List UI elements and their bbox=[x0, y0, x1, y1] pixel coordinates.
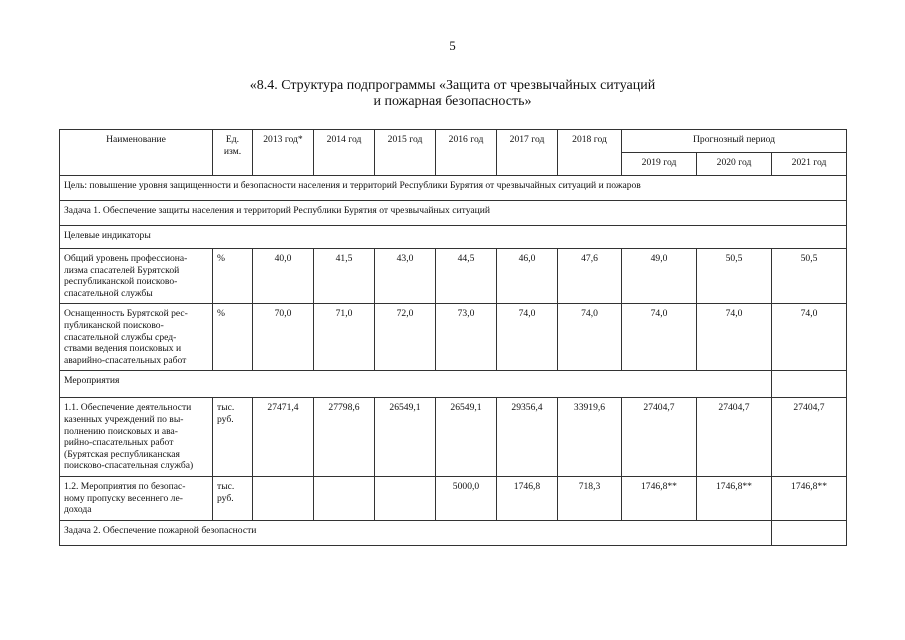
value-cell: 44,5 bbox=[436, 249, 497, 304]
value-cell: 26549,1 bbox=[375, 398, 436, 477]
page-number: 5 bbox=[449, 38, 456, 53]
header-2020: 2020 год bbox=[697, 153, 772, 176]
title-line-2: и пожарная безопасность» bbox=[373, 94, 532, 109]
task2-empty-cell bbox=[772, 520, 847, 545]
page-title bbox=[0, 78, 905, 110]
row-name-line: Общий уровень профессиона- bbox=[64, 253, 188, 264]
row-unit-line: % bbox=[217, 308, 225, 320]
row-name-line: спасательной службы сред- bbox=[64, 331, 177, 343]
row-name-cell bbox=[60, 476, 213, 520]
row-unit-line: тыс. bbox=[217, 402, 235, 414]
row-name-cell bbox=[60, 304, 213, 371]
value-cell: 72,0 bbox=[375, 304, 436, 371]
row-name-line: ному пропуску весеннего ле- bbox=[64, 492, 183, 504]
goal-row bbox=[60, 176, 847, 201]
value-cell: 71,0 bbox=[314, 304, 375, 371]
row-name-line: рийно-спасательных работ bbox=[64, 437, 174, 449]
value-cell: 73,0 bbox=[436, 304, 497, 371]
value-cell: 43,0 bbox=[375, 249, 436, 304]
value-cell: 50,5 bbox=[697, 249, 772, 304]
row-name-line: полнению поисковых и ава- bbox=[64, 425, 178, 437]
row-unit-cell bbox=[213, 398, 253, 477]
value-cell bbox=[253, 476, 314, 520]
measure-row bbox=[60, 476, 847, 520]
measures-label-empty-cell bbox=[772, 371, 847, 398]
indicator-row bbox=[60, 249, 847, 304]
row-name-line: спасательной службы bbox=[64, 287, 153, 299]
indicators-label: Целевые индикаторы bbox=[60, 226, 847, 249]
value-cell: 27798,6 bbox=[314, 398, 375, 477]
value-cell bbox=[314, 476, 375, 520]
header-2018: 2018 год bbox=[558, 130, 622, 176]
value-cell: 33919,6 bbox=[558, 398, 622, 477]
subprogram-structure-table bbox=[59, 129, 847, 546]
header-2016: 2016 год bbox=[436, 130, 497, 176]
row-name-line: лизма спасателей Бурятской bbox=[64, 264, 180, 276]
row-name-line: республиканской поисково- bbox=[64, 276, 178, 288]
row-name-line: публиканской поисково- bbox=[64, 319, 164, 331]
measures-label-row bbox=[60, 371, 847, 398]
value-cell: 74,0 bbox=[497, 304, 558, 371]
row-name-line: аварийно-спасательных работ bbox=[64, 354, 187, 366]
header-2017: 2017 год bbox=[497, 130, 558, 176]
value-cell: 40,0 bbox=[253, 249, 314, 304]
indicator-row bbox=[60, 304, 847, 371]
value-cell: 1746,8** bbox=[772, 476, 847, 520]
row-unit-cell bbox=[213, 249, 253, 304]
goal-text: Цель: повышение уровня защищенности и безопасности населения и территорий Республики Бурятия от чрезвычайных ситуаций и пожаров bbox=[60, 176, 847, 201]
row-name-cell bbox=[60, 398, 213, 477]
header-2019: 2019 год bbox=[622, 153, 697, 176]
row-unit-line: руб. bbox=[217, 413, 234, 425]
row-name-line: поисково-спасательная служба) bbox=[64, 460, 194, 472]
value-cell: 26549,1 bbox=[436, 398, 497, 477]
indicators-label-row bbox=[60, 226, 847, 249]
value-cell: 718,3 bbox=[558, 476, 622, 520]
value-cell: 27404,7 bbox=[697, 398, 772, 477]
value-cell: 1746,8 bbox=[497, 476, 558, 520]
row-name-line: (Бурятская республиканская bbox=[64, 448, 180, 460]
row-unit-line: % bbox=[217, 253, 225, 264]
header-2014: 2014 год bbox=[314, 130, 375, 176]
row-name-line: ствами ведения поисковых и bbox=[64, 343, 182, 355]
header-row-1 bbox=[60, 130, 847, 153]
header-unit-line-1: Ед. bbox=[225, 134, 240, 145]
row-unit-line: руб. bbox=[217, 492, 234, 504]
header-unit bbox=[213, 130, 253, 176]
row-unit-cell bbox=[213, 476, 253, 520]
task1-text: Задача 1. Обеспечение защиты населения и территорий Республики Бурятия от чрезвычайных ситуаций bbox=[60, 201, 847, 226]
value-cell: 74,0 bbox=[772, 304, 847, 371]
value-cell: 50,5 bbox=[772, 249, 847, 304]
measures-label: Мероприятия bbox=[60, 371, 772, 398]
row-name-line: 1.1. Обеспечение деятельности bbox=[64, 402, 192, 414]
header-name: Наименование bbox=[60, 130, 213, 176]
value-cell: 74,0 bbox=[697, 304, 772, 371]
header-2021: 2021 год bbox=[772, 153, 847, 176]
header-2013: 2013 год* bbox=[253, 130, 314, 176]
task2-row bbox=[60, 520, 847, 545]
task2-text: Задача 2. Обеспечение пожарной безопасности bbox=[60, 520, 772, 545]
row-unit-line: тыс. bbox=[217, 480, 235, 492]
value-cell: 27404,7 bbox=[772, 398, 847, 477]
row-name-line: 1.2. Мероприятия по безопас- bbox=[64, 480, 186, 492]
header-forecast: Прогнозный период bbox=[622, 130, 847, 153]
value-cell: 1746,8** bbox=[697, 476, 772, 520]
value-cell: 74,0 bbox=[558, 304, 622, 371]
value-cell: 27404,7 bbox=[622, 398, 697, 477]
row-name-cell bbox=[60, 249, 213, 304]
value-cell: 41,5 bbox=[314, 249, 375, 304]
row-name-line: Оснащенность Бурятской рес- bbox=[64, 308, 188, 320]
value-cell: 70,0 bbox=[253, 304, 314, 371]
value-cell bbox=[375, 476, 436, 520]
value-cell: 47,6 bbox=[558, 249, 622, 304]
value-cell: 29356,4 bbox=[497, 398, 558, 477]
measure-rows bbox=[60, 398, 847, 520]
title-line-1: «8.4. Структура подпрограммы «Защита от чрезвычайных ситуаций bbox=[249, 78, 656, 93]
value-cell: 74,0 bbox=[622, 304, 697, 371]
header-2015: 2015 год bbox=[375, 130, 436, 176]
value-cell: 1746,8** bbox=[622, 476, 697, 520]
indicator-rows bbox=[60, 249, 847, 371]
row-name-line: дохода bbox=[64, 504, 92, 516]
value-cell: 27471,4 bbox=[253, 398, 314, 477]
row-name-line: казенных учреждений по вы- bbox=[64, 413, 184, 425]
value-cell: 49,0 bbox=[622, 249, 697, 304]
measure-row bbox=[60, 398, 847, 477]
value-cell: 5000,0 bbox=[436, 476, 497, 520]
task1-row bbox=[60, 201, 847, 226]
row-unit-cell bbox=[213, 304, 253, 371]
header-unit-line-2: изм. bbox=[223, 145, 242, 157]
value-cell: 46,0 bbox=[497, 249, 558, 304]
